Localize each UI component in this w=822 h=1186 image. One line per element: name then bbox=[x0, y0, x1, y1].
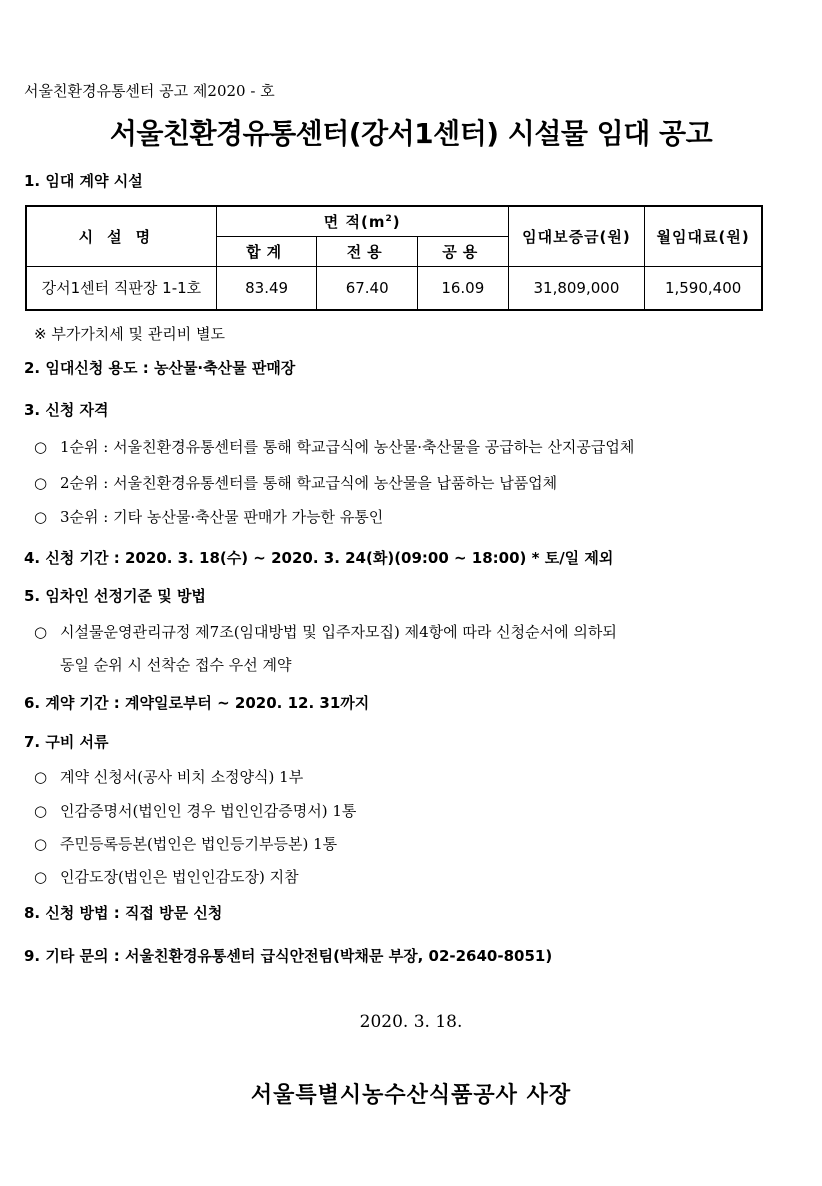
signer: 서울특별시농수산식품공사 사장 bbox=[250, 1083, 572, 1108]
section-4-heading: 4. 신청 기간 : 2020. 3. 18(수) ~ 2020. 3. 24(화)(09:00 ~ 18:00) * 토/일 제외 bbox=[24, 549, 614, 567]
col-area-exclusive: 전용 bbox=[317, 236, 418, 266]
section-7-heading: 7. 구비 서류 bbox=[24, 733, 109, 751]
list-item: ○ 계약 신청서(공사 비치 소정양식) 1부 bbox=[34, 768, 304, 786]
cell-deposit: 31,809,000 bbox=[508, 266, 645, 310]
cell-facility: 강서1센터 직판장 1-1호 bbox=[26, 266, 216, 310]
col-area: 면 적$(m^2)$ bbox=[216, 206, 508, 236]
table-row bbox=[26, 266, 762, 310]
list-item: ○ 시설물운영관리규정 제7조(임대방법 및 입주자모집) 제4항에 따라 신청순서에 의하되 bbox=[34, 623, 617, 641]
list-item: ○ 주민등록등본(법인은 법인등기부등본) 1통 bbox=[34, 835, 338, 853]
section-8-heading: 8. 신청 방법 : 직접 방문 신청 bbox=[24, 904, 223, 922]
cell-rent: 1,590,400 bbox=[645, 266, 762, 310]
section-5-heading: 5. 임차인 선정기준 및 방법 bbox=[24, 587, 206, 605]
col-area-total: 합계 bbox=[216, 236, 317, 266]
list-item: ○ 1순위 : 서울친환경유통센터를 통해 학교급식에 농산물·축산물을 공급하는 산지공급업체 bbox=[34, 438, 635, 456]
col-deposit: 임대보증금(원) bbox=[508, 206, 645, 266]
section-2-heading: 2. 임대신청 용도 : 농산물·축산물 판매장 bbox=[24, 359, 296, 377]
notice-number: 서울친환경유통센터 공고 제2020 - 호 bbox=[24, 82, 275, 100]
list-item: ○ 2순위 : 서울친환경유통센터를 통해 학교급식에 농산물을 납품하는 납품업체 bbox=[34, 474, 558, 492]
cell-total: 83.49 bbox=[216, 266, 317, 310]
section-9-heading: 9. 기타 문의 : 서울친환경유통센터 급식안전팀(박채문 부장, 02-2640-8051) bbox=[24, 947, 553, 965]
section-1-heading: 1. 임대 계약 시설 bbox=[24, 172, 143, 190]
cell-common: 16.09 bbox=[417, 266, 508, 310]
list-item: ○ 인감도장(법인은 법인인감도장) 지참 bbox=[34, 868, 299, 886]
section-3-heading: 3. 신청 자격 bbox=[24, 401, 109, 419]
notice-date: 2020. 3. 18. bbox=[359, 1012, 463, 1032]
col-rent: 월임대료(원) bbox=[645, 206, 762, 266]
col-area-common: 공용 bbox=[417, 236, 508, 266]
list-item: ○ 3순위 : 기타 농산물·축산물 판매가 가능한 유통인 bbox=[34, 508, 384, 526]
vat-note: ※ 부가가치세 및 관리비 별도 bbox=[34, 325, 226, 343]
col-facility-name: 시설명 bbox=[26, 206, 216, 266]
page-title: 서울친환경유통센터(강서1센터) 시설물 임대 공고 bbox=[109, 117, 713, 150]
cell-exclusive: 67.40 bbox=[317, 266, 418, 310]
facility-table bbox=[25, 205, 763, 311]
list-item: ○ 인감증명서(법인인 경우 법인인감증명서) 1통 bbox=[34, 802, 357, 820]
section-6-heading: 6. 계약 기간 : 계약일로부터 ~ 2020. 12. 31까지 bbox=[24, 694, 370, 712]
list-item-continued: 동일 순위 시 선착순 접수 우선 계약 bbox=[60, 656, 292, 674]
